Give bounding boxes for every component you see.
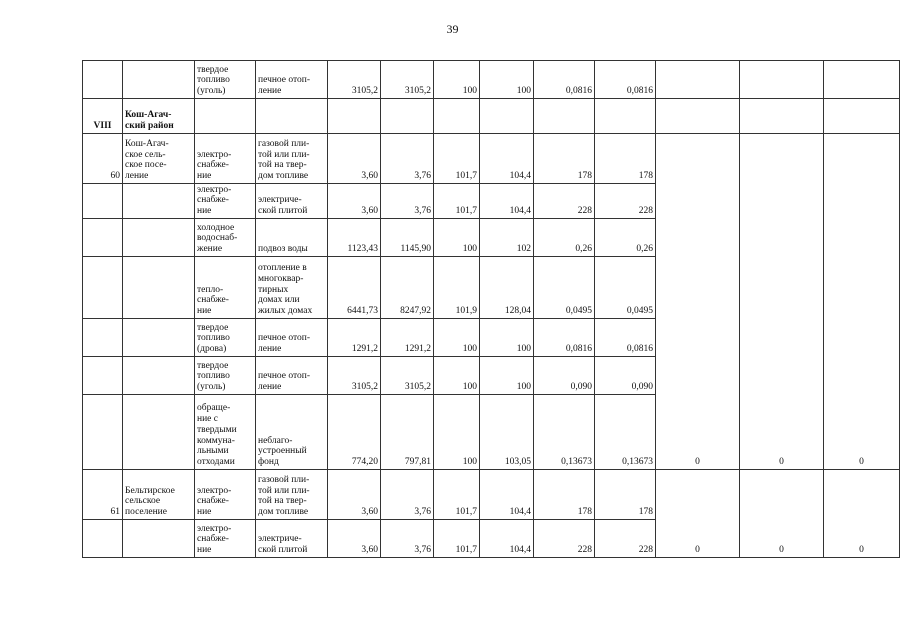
district-name: Кош-Агач- ский район xyxy=(123,99,195,134)
summary-cell-60-b: 0 xyxy=(740,134,824,470)
row-number: 60 xyxy=(83,134,123,184)
percent-cell: 100 xyxy=(434,61,480,99)
empty-cell xyxy=(740,61,824,99)
standard-cell: 178 xyxy=(595,134,656,184)
locality-cell xyxy=(123,219,195,257)
value-cell: 3105,2 xyxy=(328,357,381,395)
row-number xyxy=(83,257,123,319)
page-number: 39 xyxy=(446,22,459,36)
method-cell: неблаго- устроенный фонд xyxy=(256,395,328,470)
value-cell: 3105,2 xyxy=(381,61,434,99)
percent-cell: 100 xyxy=(434,219,480,257)
row-number xyxy=(83,319,123,357)
empty-cell xyxy=(740,99,824,134)
method-cell: подвоз воды xyxy=(256,219,328,257)
value-cell: 3,60 xyxy=(328,134,381,184)
value-cell: 1291,2 xyxy=(381,319,434,357)
percent-cell: 104,4 xyxy=(480,134,534,184)
row-number xyxy=(83,184,123,219)
row-number xyxy=(83,219,123,257)
value-cell: 3,60 xyxy=(328,470,381,520)
service-cell: электро- снабже- ние xyxy=(195,520,256,558)
percent-cell: 100 xyxy=(480,61,534,99)
value-cell: 8247,92 xyxy=(381,257,434,319)
standard-cell: 0,0495 xyxy=(595,257,656,319)
method-cell: печное отоп- ление xyxy=(256,357,328,395)
method-cell: газовой пли- той или пли- той на твер- дом топливе xyxy=(256,134,328,184)
empty-cell xyxy=(480,99,534,134)
percent-cell: 104,4 xyxy=(480,520,534,558)
standard-cell: 0,090 xyxy=(595,357,656,395)
empty-cell xyxy=(656,99,740,134)
value-cell: 1291,2 xyxy=(328,319,381,357)
value-cell: 3,60 xyxy=(328,520,381,558)
percent-cell: 101,9 xyxy=(434,257,480,319)
standard-cell: 178 xyxy=(534,470,595,520)
percent-cell: 100 xyxy=(480,319,534,357)
service-cell: электро- снабже- ние xyxy=(195,134,256,184)
value-cell: 1123,43 xyxy=(328,219,381,257)
service-cell: твердое топливо (уголь) xyxy=(195,61,256,99)
row-number xyxy=(83,61,123,99)
standard-cell: 0,090 xyxy=(534,357,595,395)
table-row xyxy=(83,61,900,99)
percent-cell: 100 xyxy=(434,319,480,357)
table-row xyxy=(83,134,900,184)
service-cell: холодное водоснаб- жение xyxy=(195,219,256,257)
value-cell: 797,81 xyxy=(381,395,434,470)
standard-cell: 178 xyxy=(595,470,656,520)
empty-cell xyxy=(195,99,256,134)
value-cell: 3,76 xyxy=(381,134,434,184)
value-cell: 3105,2 xyxy=(328,61,381,99)
locality-cell xyxy=(123,357,195,395)
locality-cell xyxy=(123,257,195,319)
row-number xyxy=(83,395,123,470)
standard-cell: 0,0495 xyxy=(534,257,595,319)
method-cell: печное отоп- ление xyxy=(256,319,328,357)
service-cell: электро- снабже- ние xyxy=(195,470,256,520)
standard-cell: 228 xyxy=(595,520,656,558)
value-cell: 3,60 xyxy=(328,184,381,219)
percent-cell: 103,05 xyxy=(480,395,534,470)
service-cell: тепло- снабже- ние xyxy=(195,257,256,319)
section-number: VIII xyxy=(83,99,123,134)
locality-cell xyxy=(123,184,195,219)
value-cell: 3105,2 xyxy=(381,357,434,395)
service-cell: электро- снабже- ние xyxy=(195,184,256,219)
empty-cell xyxy=(595,99,656,134)
percent-cell: 101,7 xyxy=(434,134,480,184)
percent-cell: 104,4 xyxy=(480,470,534,520)
standard-cell: 228 xyxy=(595,184,656,219)
percent-cell: 101,7 xyxy=(434,520,480,558)
service-cell: твердое топливо (уголь) xyxy=(195,357,256,395)
empty-cell xyxy=(656,61,740,99)
percent-cell: 102 xyxy=(480,219,534,257)
row-number: 61 xyxy=(83,470,123,520)
empty-cell xyxy=(534,99,595,134)
standard-cell: 0,0816 xyxy=(595,319,656,357)
summary-cell-60-a: 0 xyxy=(656,134,740,470)
standard-cell: 0,0816 xyxy=(534,319,595,357)
percent-cell: 100 xyxy=(480,357,534,395)
service-cell: обраще- ние с твердыми коммуна- льными отходами xyxy=(195,395,256,470)
service-cell: твердое топливо (дрова) xyxy=(195,319,256,357)
summary-cell-61-c: 0 xyxy=(824,470,900,558)
summary-cell-60-c: 0 xyxy=(824,134,900,470)
standard-cell: 178 xyxy=(534,134,595,184)
table-row xyxy=(83,470,900,520)
locality-cell: Бельтирское сельское поселение xyxy=(123,470,195,520)
tariff-table xyxy=(82,60,900,558)
empty-cell xyxy=(824,99,900,134)
percent-cell: 128,04 xyxy=(480,257,534,319)
standard-cell: 228 xyxy=(534,184,595,219)
value-cell: 3,76 xyxy=(381,470,434,520)
locality-cell xyxy=(123,319,195,357)
value-cell: 1145,90 xyxy=(381,219,434,257)
method-cell: электриче- ской плитой xyxy=(256,184,328,219)
locality-cell xyxy=(123,520,195,558)
value-cell: 3,76 xyxy=(381,184,434,219)
row-number xyxy=(83,357,123,395)
empty-cell xyxy=(328,99,381,134)
summary-cell-61-a: 0 xyxy=(656,470,740,558)
standard-cell: 0,13673 xyxy=(595,395,656,470)
locality-cell xyxy=(123,395,195,470)
empty-cell xyxy=(256,99,328,134)
value-cell: 3,76 xyxy=(381,520,434,558)
locality-cell xyxy=(123,61,195,99)
percent-cell: 100 xyxy=(434,357,480,395)
locality-cell: Кош-Агач- ское сель- ское посе- ление xyxy=(123,134,195,184)
percent-cell: 101,7 xyxy=(434,470,480,520)
percent-cell: 101,7 xyxy=(434,184,480,219)
table-row xyxy=(83,99,900,134)
empty-cell xyxy=(434,99,480,134)
row-number xyxy=(83,520,123,558)
empty-cell xyxy=(381,99,434,134)
standard-cell: 0,0816 xyxy=(534,61,595,99)
method-cell: электриче- ской плитой xyxy=(256,520,328,558)
method-cell: печное отоп- ление xyxy=(256,61,328,99)
standard-cell: 0,0816 xyxy=(595,61,656,99)
standard-cell: 228 xyxy=(534,520,595,558)
percent-cell: 104,4 xyxy=(480,184,534,219)
standard-cell: 0,26 xyxy=(595,219,656,257)
value-cell: 6441,73 xyxy=(328,257,381,319)
standard-cell: 0,26 xyxy=(534,219,595,257)
standard-cell: 0,13673 xyxy=(534,395,595,470)
percent-cell: 100 xyxy=(434,395,480,470)
value-cell: 774,20 xyxy=(328,395,381,470)
summary-cell-61-b: 0 xyxy=(740,470,824,558)
method-cell: газовой пли- той или пли- той на твер- дом топливе xyxy=(256,470,328,520)
method-cell: отопление в многоквар- тирных домах или жилых домах xyxy=(256,257,328,319)
empty-cell xyxy=(824,61,900,99)
